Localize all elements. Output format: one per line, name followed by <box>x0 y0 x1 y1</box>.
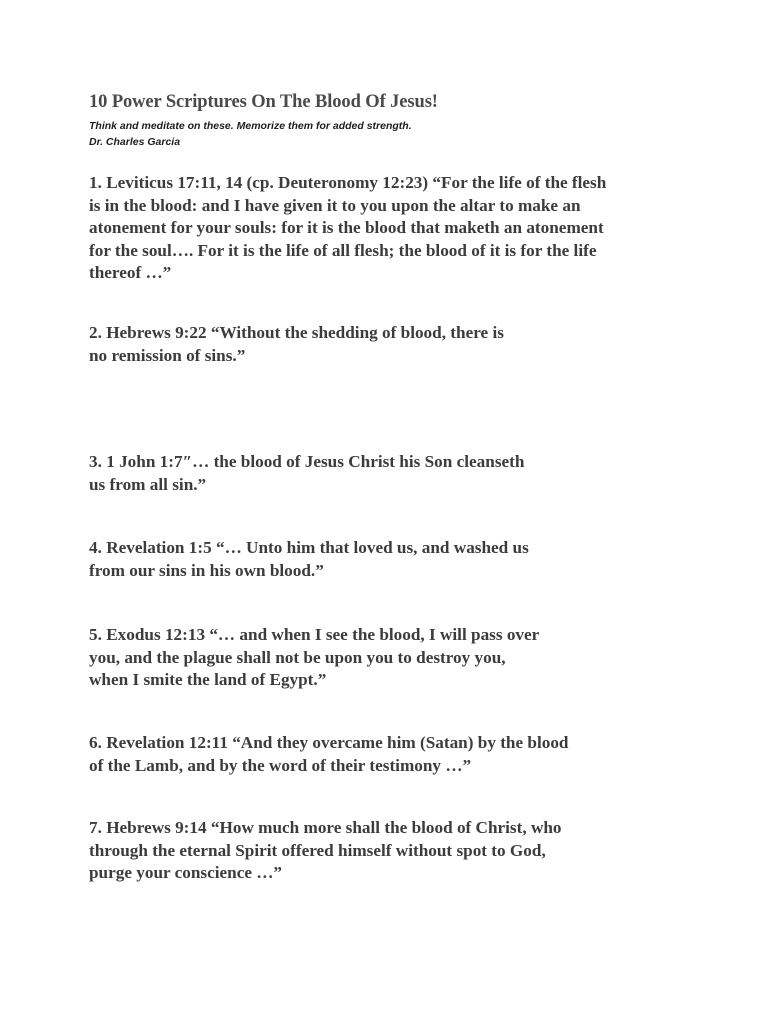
scripture-line: 6. Revelation 12:11 “And they overcame him (Satan) by the blood <box>89 733 569 752</box>
scripture-line: is in the blood: and I have given it to you upon the altar to make an <box>89 195 581 215</box>
scripture-6 <box>89 732 569 777</box>
scripture-line: for the soul…. For it is the life of all flesh; the blood of it is for the life <box>89 240 597 260</box>
scripture-line: 4. Revelation 1:5 “… Unto him that loved us, and washed us <box>89 538 529 557</box>
scripture-4 <box>89 537 529 582</box>
scripture-line: us from all sin.” <box>89 474 207 494</box>
scripture-line: of the Lamb, and by the word of their testimony …” <box>89 755 472 775</box>
scripture-line: 1. Leviticus 17:11, 14 (cp. Deuteronomy 12:23) “For the life of the flesh <box>89 173 607 192</box>
scripture-1 <box>89 172 606 285</box>
scripture-line: 5. Exodus 12:13 “… and when I see the blood, I will pass over <box>89 625 540 644</box>
scripture-3 <box>89 451 524 496</box>
scripture-7 <box>89 817 562 885</box>
scripture-5 <box>89 624 539 692</box>
document-subtitle: Think and meditate on these. Memorize them for added strength. <box>89 120 412 132</box>
document-title: 10 Power Scriptures On The Blood Of Jesus! <box>89 92 438 112</box>
scripture-line: from our sins in his own blood.” <box>89 560 324 580</box>
scripture-line: purge your conscience …” <box>89 863 283 882</box>
scripture-line: 7. Hebrews 9:14 “How much more shall the blood of Christ, who <box>89 818 562 837</box>
document-author: Dr. Charles Garcia <box>89 136 181 148</box>
scripture-line: no remission of sins.” <box>89 345 246 365</box>
scripture-line: atonement for your souls: for it is the blood that maketh an atonement <box>89 218 604 237</box>
scripture-line: thereof …” <box>89 263 172 282</box>
scripture-line: 3. 1 John 1:7″… the blood of Jesus Christ his Son cleanseth <box>89 452 525 471</box>
scripture-line: through the eternal Spirit offered himself without spot to God, <box>89 840 546 860</box>
scripture-2 <box>89 322 504 367</box>
scripture-line: you, and the plague shall not be upon you to destroy you, <box>89 647 506 667</box>
scripture-line: 2. Hebrews 9:22 “Without the shedding of blood, there is <box>89 323 504 342</box>
scripture-line: when I smite the land of Egypt.” <box>89 670 327 689</box>
